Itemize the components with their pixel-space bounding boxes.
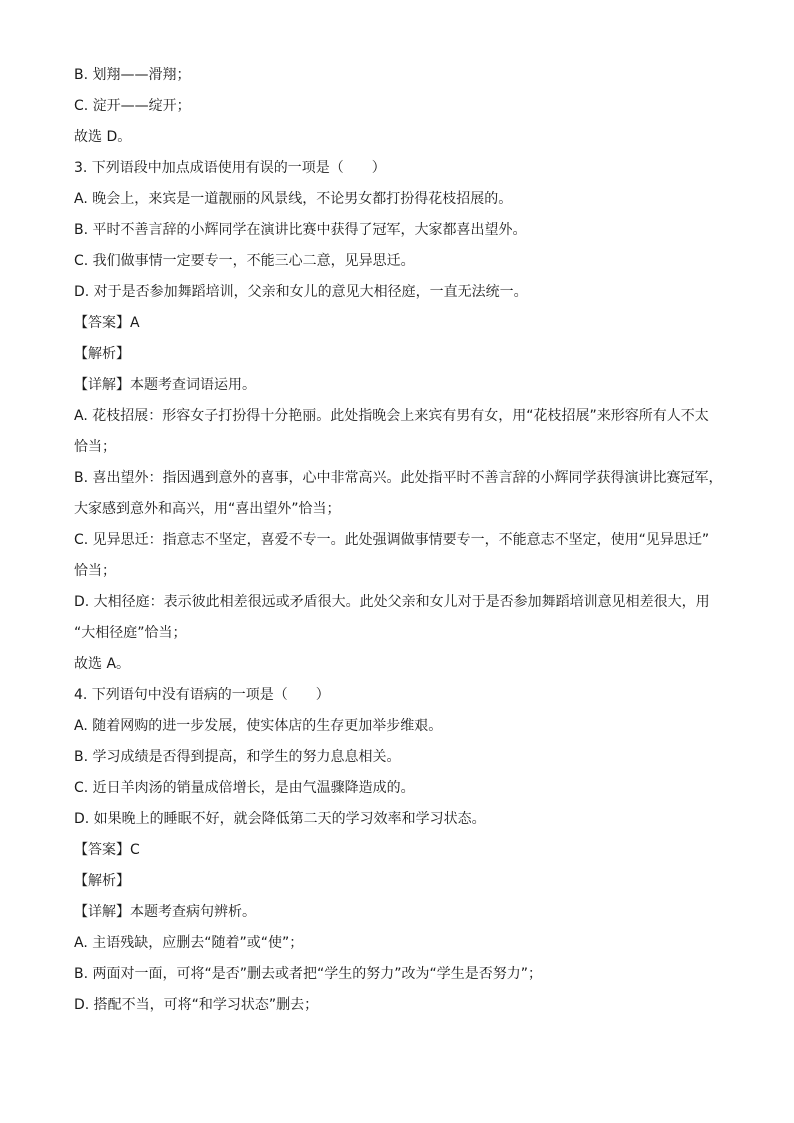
text-line: D. 大相径庭：表示彼此相差很远或矛盾很大。此处父亲和女儿对于是否参加舞蹈培训意见相差很大，用: [74, 594, 710, 610]
text-line: A. 主语残缺，应删去“随着”或“使”；: [74, 935, 304, 951]
text-line: C. 淀开——绽开；: [74, 98, 191, 114]
detail-label: 【详解】本题考查病句辨析。: [74, 904, 256, 920]
text-line: 恰当；: [74, 563, 116, 579]
text-line: B. 两面对一面，可将“是否”删去或者把“学生的努力”改为“学生是否努力”；: [74, 966, 543, 982]
answer-label: 【答案】A: [74, 315, 140, 331]
text-line: 故选 D。: [74, 129, 132, 145]
text-line: C. 见异思迁：指意志不坚定，喜爱不专一。此处强调做事情要专一，不能意志不坚定，使用“见异思迁”: [74, 532, 710, 548]
analysis-label: 【解析】: [74, 346, 130, 362]
question-3-stem: 3. 下列语段中加点成语使用有误的一项是（ ）: [74, 160, 386, 176]
text-line: 大家感到意外和高兴，用“喜出望外”恰当；: [74, 501, 341, 517]
text-line: A. 花枝招展：形容女子打扮得十分艳丽。此处指晚会上来宾有男有女，用“花枝招展”来形容所有人不太: [74, 408, 709, 424]
question-4-option-c: C. 近日羊肉汤的销量成倍增长，是由气温骤降造成的。: [74, 780, 415, 796]
question-4-stem: 4. 下列语句中没有语病的一项是（ ）: [74, 687, 330, 703]
question-4-option-a: A. 随着网购的进一步发展，使实体店的生存更加举步维艰。: [74, 718, 443, 734]
question-4-option-d: D. 如果晚上的睡眠不好，就会降低第二天的学习效率和学习状态。: [74, 811, 486, 827]
text-line: 故选 A。: [74, 656, 131, 672]
answer-label: 【答案】C: [74, 842, 140, 858]
text-line: “大相径庭”恰当；: [74, 625, 187, 641]
question-3-option-b: B. 平时不善言辞的小辉同学在演讲比赛中获得了冠军，大家都喜出望外。: [74, 222, 527, 238]
analysis-label: 【解析】: [74, 873, 130, 889]
text-line: B. 划翔——滑翔；: [74, 67, 191, 83]
detail-label: 【详解】本题考查词语运用。: [74, 377, 256, 393]
question-3-option-d: D. 对于是否参加舞蹈培训，父亲和女儿的意见大相径庭，一直无法统一。: [74, 284, 528, 300]
question-4-option-b: B. 学习成绩是否得到提高，和学生的努力息息相关。: [74, 749, 401, 765]
document-page: [74, 60, 734, 1021]
text-line: B. 喜出望外：指因遇到意外的喜事，心中非常高兴。此处指平时不善言辞的小辉同学获得演讲比赛冠军，: [74, 470, 723, 486]
question-3-option-c: C. 我们做事情一定要专一，不能三心二意，见异思迁。: [74, 253, 415, 269]
text-line: 恰当；: [74, 439, 116, 455]
text-line: D. 搭配不当，可将“和学习状态”删去；: [74, 997, 319, 1013]
question-3-option-a: A. 晚会上，来宾是一道靓丽的风景线，不论男女都打扮得花枝招展的。: [74, 191, 513, 207]
